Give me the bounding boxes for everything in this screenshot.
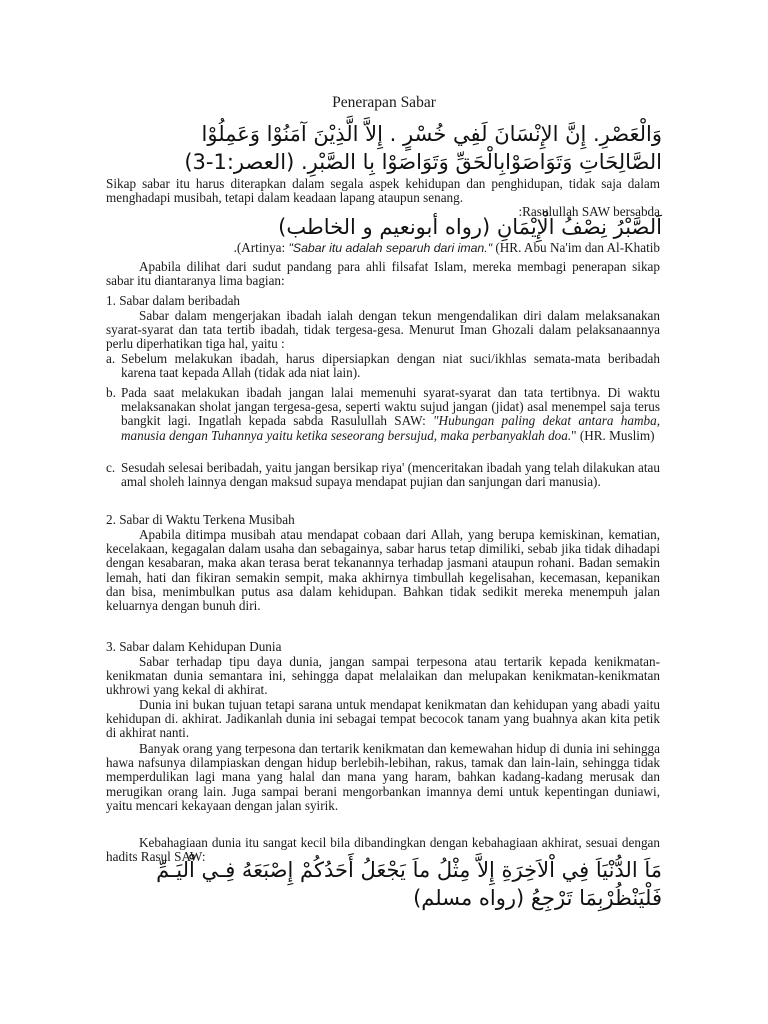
document-title: Penerapan Sabar bbox=[332, 94, 436, 111]
section-1-paragraph: Sabar dalam mengerjakan ibadah ialah dengan tekun mengendalikan diri dalam melaksanakan syarat-syarat dan tata tertib ibadah, tidak tergesa-gesa. Menurut Iman Ghozali dalam pelaksanaannya perlu diperhatikan tiga hal, yaitu : bbox=[106, 308, 660, 352]
hadith-dunia-arabic-line-1: مَاَ الدُّنْيَاَ فِي اْلاَخِرَةِ إِلاَّ مِثْلُ ماَ يَجْعَلُ أَحَدُكُمْ إِصْبَعَهُ فِـي اْليَـمِّ bbox=[156, 858, 662, 882]
section-3-paragraph-1: Sabar terhadap tipu daya dunia, jangan sampai terpesona atau tertarik kepada kenikmatan-kenikmatan dunia semantara ini, sehingga dapat melalaikan dan melupakan kenikmatan-kenikmatan ukhrowi yang kekal di akhirat. bbox=[106, 654, 660, 698]
hadith-translation bbox=[234, 241, 660, 255]
list-marker-c: c. bbox=[106, 460, 116, 475]
artinya-quote: "Sabar itu adalah separuh dari iman." bbox=[288, 241, 493, 255]
list-marker-b: b. bbox=[106, 385, 116, 400]
hadith-sabar-arabic: اَلصَّبْرُ نِصْفُ الْإِيْمَانِ (رواه أبونعيم و الخاطب) bbox=[278, 215, 662, 239]
section-2-paragraph: Apabila ditimpa musibah atau mendapat cobaan dari Allah, yang berupa kemiskinan, kematian, kecelakaan, kegagalan dalam usaha dan sebagainya, sabar harus tetap dimiliki, sebab jika tidak dihadapi dengan kesabaran, maka akan terasa berat tekanannya terhadap jasmani ataupun rohani. Badan semakin lemah, hati dan fikiran semakin sempit, maka akhirnya timbullah kegelisahan, kecemasan, kepanikan dan bisa, menimbulkan putus asa dalam kehidupan. Bahkan tidak sedikit mereka menempuh jalan keluarnya dengan bunuh diri. bbox=[106, 527, 660, 614]
list-item-c bbox=[106, 461, 660, 489]
section-3-paragraph-3: Banyak orang yang terpesona dan tertarik kenikmatan dan kemewahan hidup di dunia ini sehingga hawa nafsunya dilampiaskan dengan hidup berlebih-lebihan, rakus, tamak dan lain-lain, sehingga tidak memperdulikan lagi mana yang halal dan mana yang haram, bahkan kadang-kadang merusak dan merugikan orang lain. Juga sampai berani mengorbankan imannya demi untuk kepentingan duniawi, yaitu mencari kekayaan dengan jalan syirik. bbox=[106, 741, 660, 813]
artinya-source: (HR. Abu Na'im dan Al-Khatib bbox=[492, 240, 660, 255]
paragraph-five-parts: Apabila dilihat dari sudut pandang para ahli filsafat Islam, mereka membagi penerapan sikap sabar itu diantaranya lima bagian: bbox=[106, 259, 660, 289]
list-item-b-text: Pada saat melakukan ibadah jangan lalai memenuhi syarat-syarat dan tata tertibnya. Di waktu melaksanakan sholat jangan tergesa-gesa, seperti waktu sujud jangan (jidat) asal menempel saja terus bangkit lagi. Ingatlah kepada sabda Rasulullah SAW: bbox=[121, 385, 660, 429]
list-marker-a: a. bbox=[106, 351, 116, 366]
section-3-heading: 3. Sabar dalam Kehidupan Dunia bbox=[106, 639, 282, 654]
list-item-a-text: Sebelum melakukan ibadah, harus dipersiapkan dengan niat suci/ikhlas semata-mata beribadah karena taat kepada Allah (tidak ada niat lain). bbox=[121, 351, 660, 381]
artinya-prefix: .(Artinya: bbox=[233, 240, 289, 255]
list-item-a bbox=[106, 352, 660, 380]
list-item-b bbox=[106, 386, 660, 443]
hadith-dunia-arabic-line-2: فَلْيَنْظُرْبِمَا تَرْجِعُ (رواه مسلم) bbox=[413, 886, 662, 910]
paragraph-intro: Sikap sabar itu harus diterapkan dalam segala aspek kehidupan dan penghidupan, tidak saja dalam menghadapi musibah, tetapi dalam keadaan lapang ataupun senang. bbox=[106, 176, 660, 206]
quran-verse-line-2: الصَّالِحَاتِ وَتَوَاصَوْابِالْحَقِّ وَتَوَاصَوْا بِا الصَّبْرِ. (العصر:1-3) bbox=[184, 150, 662, 174]
list-item-c-text: Sesudah selesai beribadah, yaitu jangan bersikap riya' (menceritakan ibadah yang telah dilakukan atau amal sholeh lainnya dengan maksud supaya mendapat pujian dan sanjungan dari manusia). bbox=[121, 460, 660, 490]
section-2-heading: 2. Sabar di Waktu Terkena Musibah bbox=[106, 512, 295, 527]
section-3-paragraph-4: Kebahagiaan dunia itu sangat kecil bila dibandingkan dengan kebahagiaan akhirat, sesuai dengan hadits Rasul SAW: bbox=[106, 835, 660, 865]
hadith-sujud-quote: "Hubungan paling dekat antara hamba, manusia dengan Tuhannya yaitu ketika seseorang bersujud, maka perbanyaklah doa. bbox=[121, 413, 660, 443]
section-3-paragraph-2: Dunia ini bukan tujuan tetapi sarana untuk mendapat kenikmatan dan kehidupan yang abadi yaitu kehidupan di. akhirat. Jadikanlah dunia ini sebagai tempat becocok tanam yang buahnya akan kita petik di akhirat nanti. bbox=[106, 697, 660, 741]
quran-verse-line-1: وَالْعَصْرِ. إِنَّ الإِنْسَانَ لَفِي خُسْرٍ . إِلاَّ الَّذِيْنَ آمَنُوْا وَعَمِلُوْا bbox=[201, 122, 662, 146]
rasulullah-bersabda: :Rasulullah SAW bersabda bbox=[518, 204, 660, 219]
hadith-sujud-source: " (HR. Muslim) bbox=[571, 427, 655, 443]
section-1-heading: 1. Sabar dalam beribadah bbox=[106, 293, 241, 308]
